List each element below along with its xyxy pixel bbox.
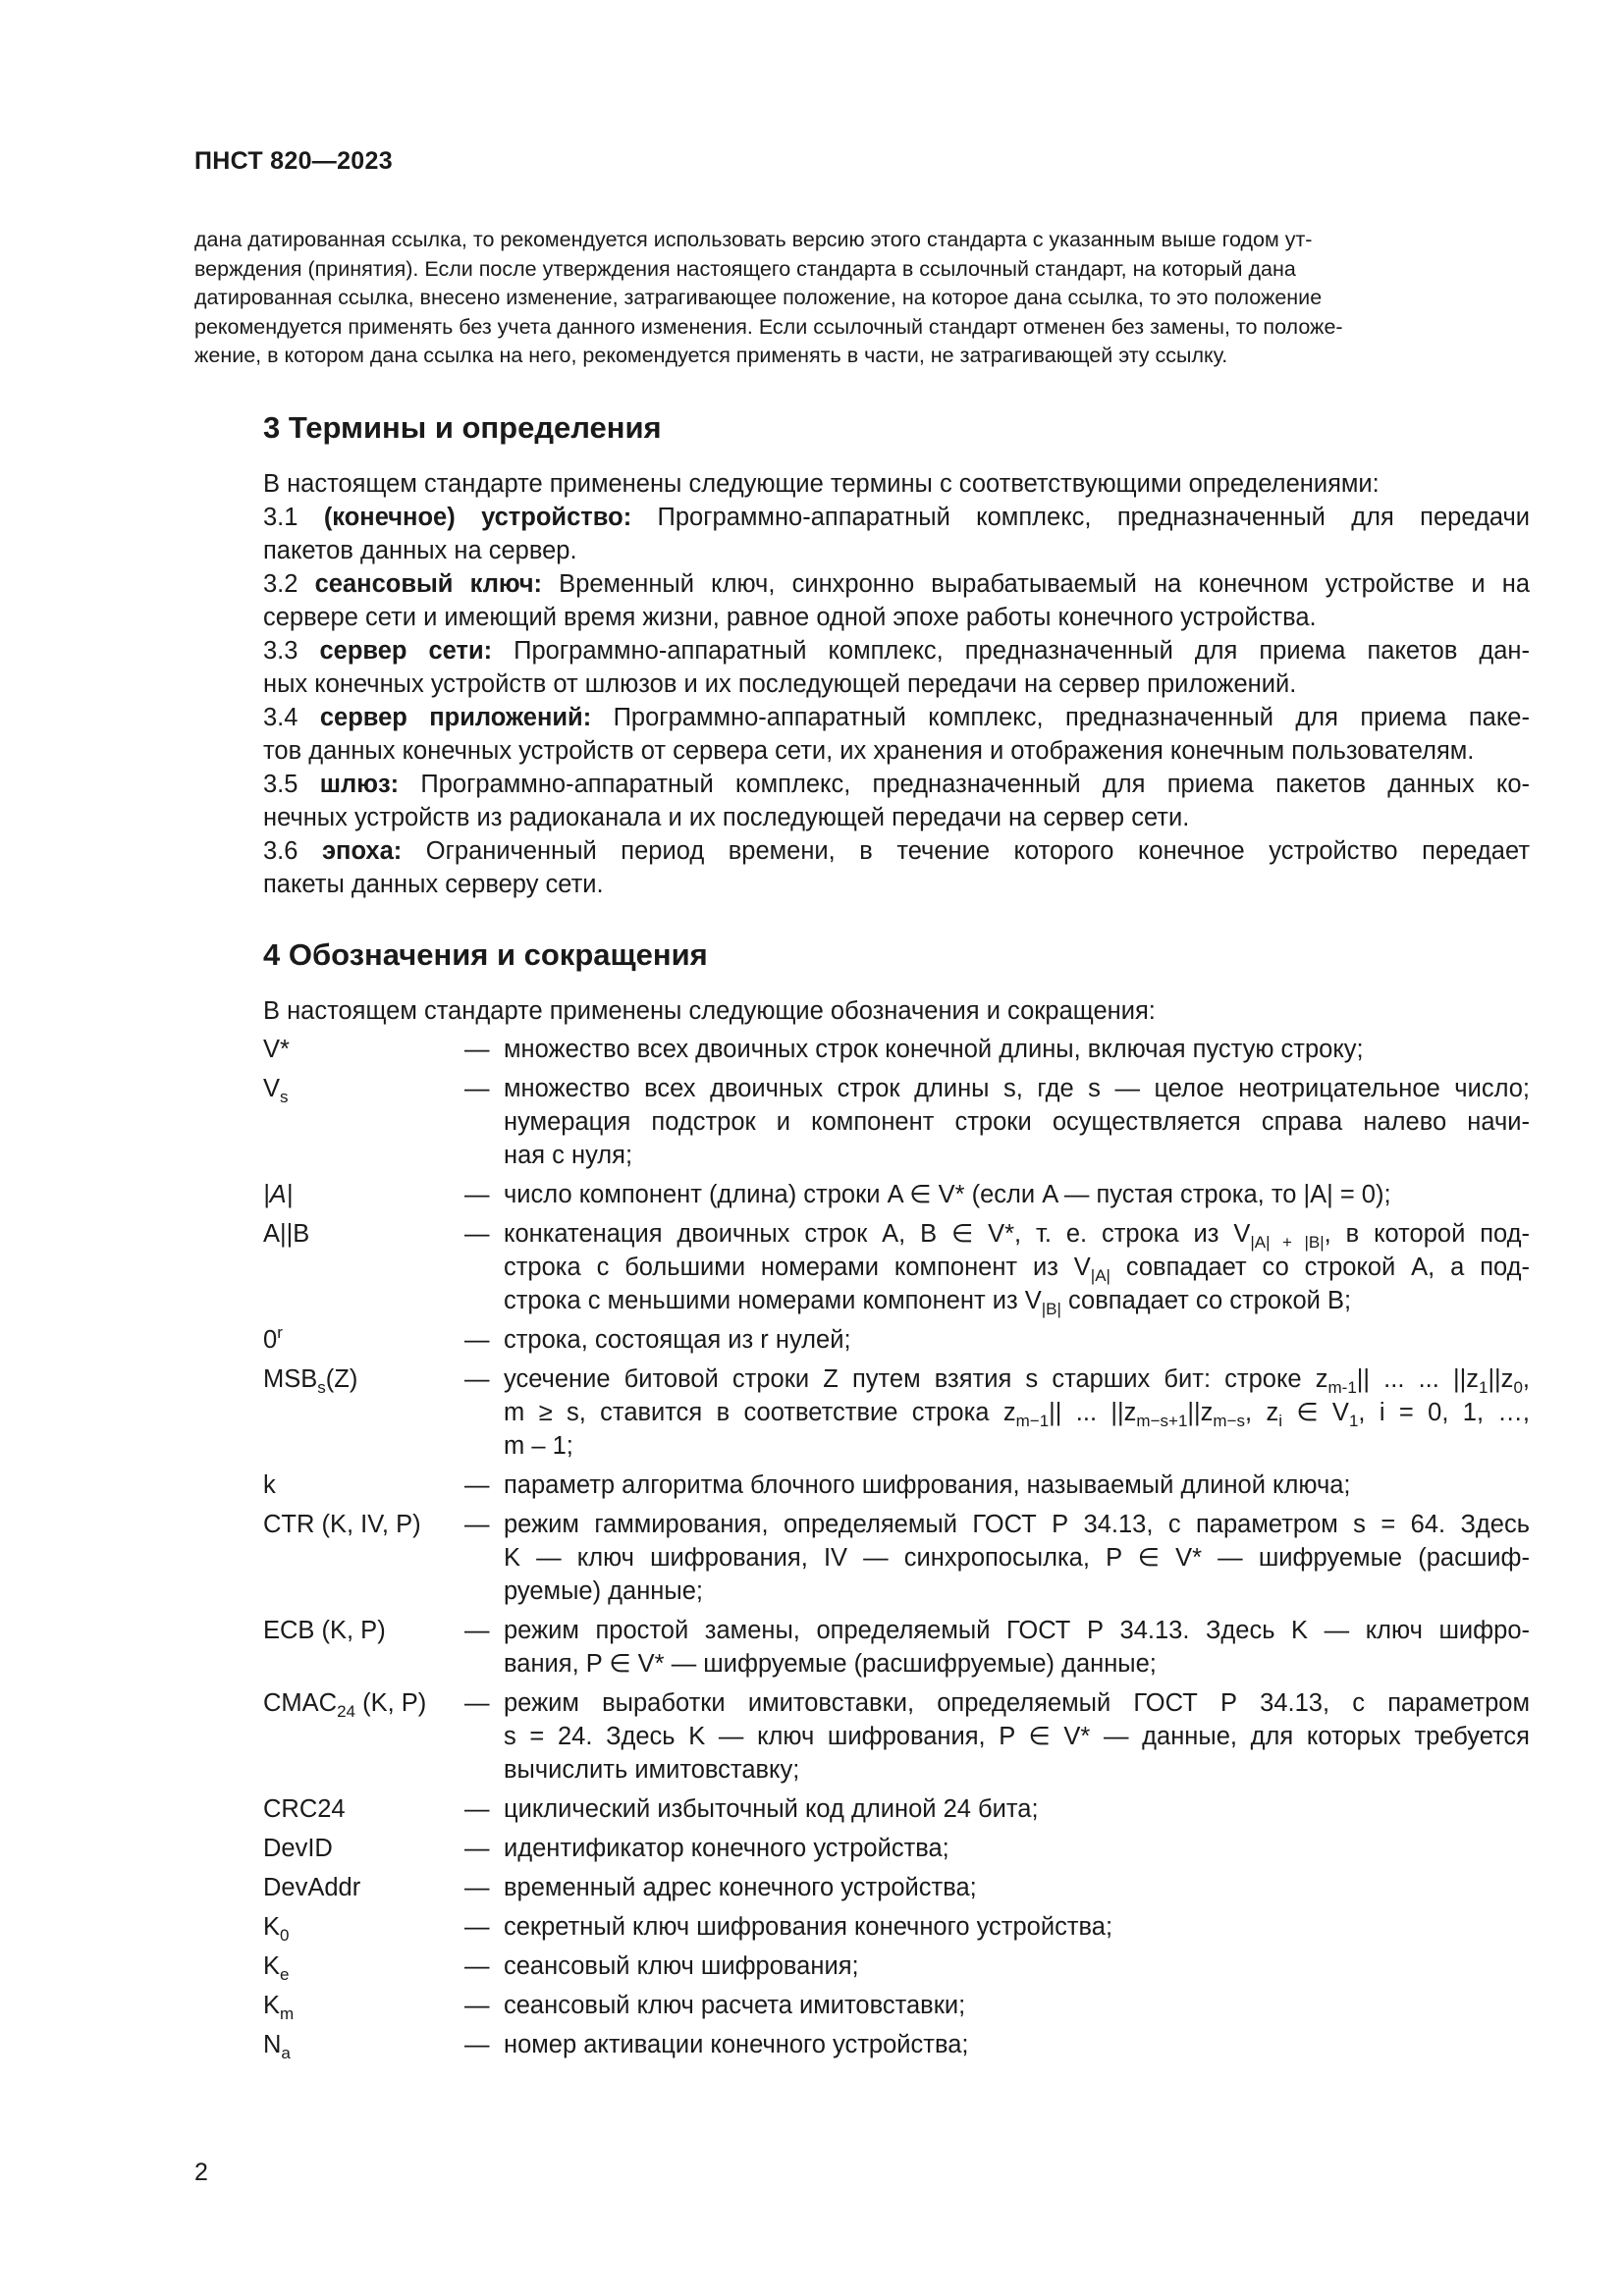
term-definition: 3.6 эпоха: Ограниченный период времени, в течение которого конечное устройство передает пакеты данных серверу сети. <box>263 837 1530 898</box>
abbreviation-row <box>263 1614 1530 1681</box>
abbreviations-list <box>263 1033 1530 2067</box>
intro-line: жение, в котором дана ссылка на него, рекомендуется применять в части, не затрагивающей эту ссылку. <box>194 344 1228 367</box>
term-name: (конечное) устройство: <box>323 504 632 531</box>
term-name: эпоха: <box>321 837 403 865</box>
terms-intro: В настоящем стандарте применены следующие термины с соответствующими определениями: <box>263 470 1380 498</box>
definition: — режим выработки имитовставки, определяемый ГОСТ Р 34.13, с параметром s = 24. Здесь K — ключ шифрования, P ∈ V* — данные, для которых требуется вычислить имитовставку; <box>464 1689 1530 1784</box>
intro-line: рекомендуется применять без учета данного изменения. Если ссылочный стандарт отменен без замены, то положе- <box>194 314 1343 339</box>
symbol: $V_s$ <box>263 1075 289 1106</box>
term-definition: 3.4 сервер приложений: Программно-аппаратный комплекс, предназначенный для приема паке- тов данных конечных устройств от сервера сети, их хранения и отображения конечным пользователям. <box>263 704 1530 765</box>
symbol: CRC24 <box>263 1795 346 1823</box>
abbreviations-intro: В настоящем стандарте применены следующие обозначения и сокращения: <box>263 997 1156 1025</box>
symbol: DevAddr <box>263 1874 361 1901</box>
abbreviation-row <box>263 1871 1530 1904</box>
symbol: ECB (K, P) <box>263 1617 386 1644</box>
term-definition: 3.1 (конечное) устройство: Программно-аппаратный комплекс, предназначенный для передачи пакетов данных на сервер. <box>263 504 1530 564</box>
definition: — сеансовый ключ шифрования; <box>464 1952 859 1980</box>
intro-line: дана датированная ссылка, то рекомендуется использовать версию этого стандарта с указанным выше годом ут- <box>194 228 1313 251</box>
term-name: сервер сети: <box>319 637 493 665</box>
section-3-heading: 3 Термины и определения <box>263 410 662 445</box>
definition: — усечение битовой строки Z путем взятия s старших бит: строке $z_{m-1}||$ ... ... $||z_1||z_0$, m ≥ s, ставится в соответствие строка $z_{m-1}||$ ... $||z_{m-s+1}||z_{m-s}$, $z_i$ ∈ $V_1$, i = 0, 1, …, m – 1; <box>464 1365 1531 1460</box>
definition: — число компонент (длина) строки A ∈ V* (если A — пустая строка, то |A| = 0); <box>464 1181 1391 1208</box>
intro-paragraph <box>194 226 1530 371</box>
section-4-heading: 4 Обозначения и сокращения <box>263 937 708 972</box>
definition: — временный адрес конечного устройства; <box>464 1874 977 1901</box>
term-name: сервер приложений: <box>319 704 592 731</box>
term-definition: 3.3 сервер сети: Программно-аппаратный комплекс, предназначенный для приема пакетов дан- ных конечных устройств от шлюзов и их последующей передачи на сервер приложений. <box>263 637 1530 698</box>
term-definition: 3.5 шлюз: Программно-аппаратный комплекс, предназначенный для приема пакетов данных ко- нечных устройств из радиоканала и их последующей передачи на сервер сети. <box>263 771 1530 831</box>
definition: — режим гаммирования, определяемый ГОСТ Р 34.13, с параметром s = 64. Здесь K — ключ шифрования, IV — синхропосылка, P ∈ V* — шифруемые (расшиф- руемые) данные; <box>464 1511 1530 1605</box>
definition: — номер активации конечного устройства; <box>464 2031 969 2058</box>
abbreviation-row <box>263 1323 1530 1357</box>
symbol: $CMAC_{24}$ (K, P) <box>263 1689 427 1721</box>
symbol: $K_m$ <box>263 1992 295 2023</box>
symbol: $MSB_s(Z)$ <box>263 1365 358 1397</box>
definition: — параметр алгоритма блочного шифрования, называемый длиной ключа; <box>464 1471 1351 1499</box>
abbreviation-row <box>263 1792 1530 1826</box>
abbreviation-row <box>263 1468 1530 1502</box>
terms-list <box>194 467 1530 901</box>
document-code: ПНСТ 820—2023 <box>194 147 393 175</box>
abbreviation-row <box>263 1508 1530 1608</box>
symbol: k <box>263 1471 276 1499</box>
definition: — идентификатор конечного устройства; <box>464 1835 949 1862</box>
symbol: |A| <box>263 1181 294 1208</box>
abbreviation-row <box>263 1910 1530 1944</box>
term-definition: 3.2 сеансовый ключ: Временный ключ, синхронно вырабатываемый на конечном устройстве и на сервере сети и имеющий время жизни, равное одной эпохе работы конечного устройства. <box>263 570 1531 631</box>
definition: — циклический избыточный код длиной 24 бита; <box>464 1795 1039 1823</box>
abbreviation-row <box>263 1832 1530 1865</box>
definition: — сеансовый ключ расчета имитовставки; <box>464 1992 966 2019</box>
abbreviation-row <box>263 1989 1530 2022</box>
symbol: $N_a$ <box>263 2031 291 2062</box>
symbol: $K_e$ <box>263 1952 290 1984</box>
symbol: CTR (K, IV, P) <box>263 1511 421 1538</box>
abbreviation-row <box>263 2028 1530 2061</box>
intro-line: верждения (принятия). Если после утверждения настоящего стандарта в ссылочный стандарт, на который дана <box>194 256 1296 281</box>
abbreviation-row <box>263 1362 1530 1463</box>
term-name: сеансовый ключ: <box>314 570 543 598</box>
page-number: 2 <box>194 2159 208 2186</box>
definition: — секретный ключ шифрования конечного устройства; <box>464 1913 1113 1941</box>
abbreviation-row <box>263 1033 1530 1066</box>
intro-line: датированная ссылка, внесено изменение, затрагивающее положение, на которое дана ссылка, то это положение <box>194 286 1323 309</box>
abbreviation-row <box>263 1072 1530 1172</box>
symbol: DevID <box>263 1835 333 1862</box>
abbreviation-row <box>263 1949 1530 1983</box>
definition: — множество всех двоичных строк длины s, где s — целое неотрицательное число; нумерация подстрок и компонент строки осуществляется справа налево начи- ная с нуля; <box>464 1075 1530 1169</box>
abbreviation-row <box>263 1178 1530 1211</box>
symbol: A||B <box>263 1220 310 1248</box>
definition: — конкатенация двоичных строк A, B ∈ V*, т. е. строка из $V_{|A| + |B|}$, в которой под- строка с большими номерами компонент из $V_{|A|}$ совпадает со строкой A, а под- строка с меньшими номерами компонент из $V_{|B|}$ совпадает со строкой B; <box>464 1220 1530 1318</box>
definition: — режим простой замены, определяемый ГОСТ Р 34.13. Здесь K — ключ шифро- вания, P ∈ V* — шифруемые (расшифруемые) данные; <box>464 1617 1530 1678</box>
symbol: $K_0$ <box>263 1913 290 1945</box>
definition: — множество всех двоичных строк конечной длины, включая пустую строку; <box>464 1036 1364 1063</box>
abbreviation-row <box>263 1686 1530 1787</box>
symbol: V* <box>263 1036 290 1063</box>
abbreviation-row <box>263 1217 1530 1317</box>
symbol: 0$^r$ <box>263 1323 283 1354</box>
term-name: шлюз: <box>319 771 400 798</box>
definition: — строка, состоящая из r нулей; <box>464 1326 851 1354</box>
